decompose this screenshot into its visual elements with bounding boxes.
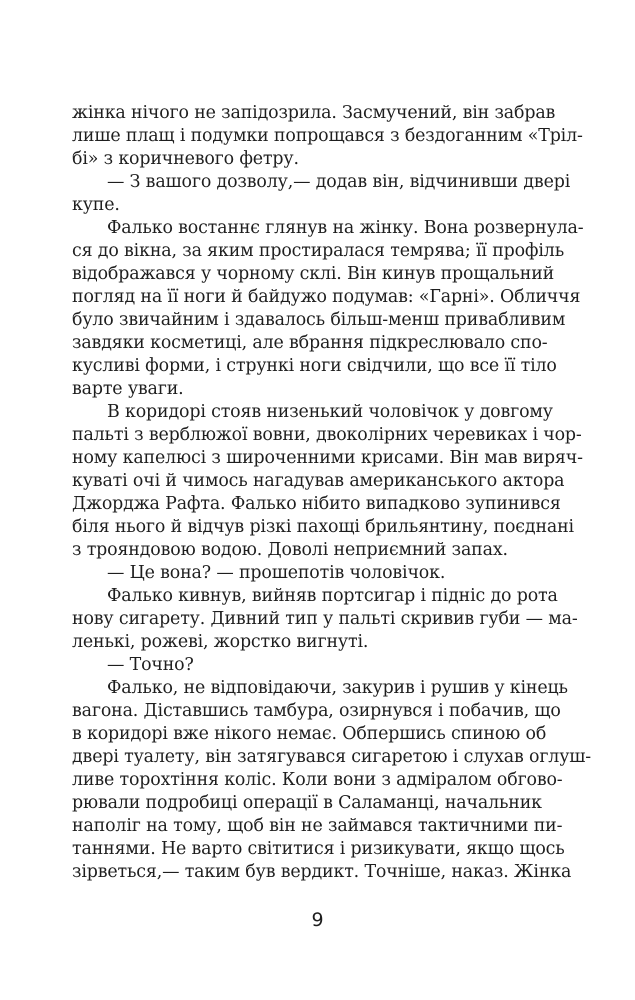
text-line: вагона. Діставшись тамбура, озирнувся і побачив, що xyxy=(72,701,561,721)
text-line: завдяки косметиці, але вбрання підкреслювало спо- xyxy=(72,333,548,353)
text-line: купе. xyxy=(72,195,120,215)
text-line: зірветься,— таким був вердикт. Точніше, наказ. Жінка xyxy=(72,862,572,882)
text-line: кусливі форми, і стрункі ноги свідчили, що все її тіло xyxy=(72,356,557,376)
text-line: куваті очі й чимось нагадував американського актора xyxy=(72,471,565,491)
text-line: Фалько востаннє глянув на жінку. Вона розвернула- xyxy=(107,218,584,238)
text-line: — З вашого дозволу,— додав він, відчинивши двері xyxy=(107,172,571,192)
text-line: пальті з верблюжої вовни, двоколірних черевиках і чор- xyxy=(72,425,582,445)
text-line: наполіг на тому, щоб він не займався тактичними пи- xyxy=(72,816,563,836)
text-line: варте уваги. xyxy=(72,379,184,399)
text-line: рювали подробиці операції в Саламанці, начальник xyxy=(72,793,542,813)
text-line: з трояндовою водою. Доволі неприємний запах. xyxy=(72,540,508,560)
text-line: двері туалету, він затягувався сигаретою і слухав оглуш- xyxy=(72,747,592,767)
text-line: В коридорі стояв низенький чоловічок у довгому xyxy=(107,402,553,422)
text-line: Фалько, не відповідаючи, закурив і рушив у кінець xyxy=(107,678,568,698)
text-line: ному капелюсі з широченними крисами. Він мав виряч- xyxy=(72,448,583,468)
text-line: — Це вона? — прошепотів чоловічок. xyxy=(107,563,446,583)
text-line: жінка нічого не запідозрила. Засмучений, він забрав xyxy=(72,103,556,123)
page-number: 9 xyxy=(311,909,324,931)
text-line: — Точно? xyxy=(107,655,194,675)
text-line: відображався у чорному склі. Він кинув прощальний xyxy=(72,264,555,284)
text-line: лише плащ і подумки попрощався з бездоганним «Тріл- xyxy=(72,126,583,146)
text-line: погляд на її ноги й байдужо подумав: «Гарні». Обличчя xyxy=(72,287,581,307)
text-line: в коридорі вже нікого немає. Обпершись спиною об xyxy=(72,724,547,744)
text-line: бі» з коричневого фетру. xyxy=(72,149,299,169)
text-line: ленькі, рожеві, жорстко вигнуті. xyxy=(72,632,369,652)
body-text xyxy=(72,102,592,884)
text-line: біля нього й відчув різкі пахощі брильянтину, поєднані xyxy=(72,517,574,537)
text-line: Фалько кивнув, вийняв портсигар і підніс до рота xyxy=(107,586,558,606)
text-line: таннями. Не варто світитися і ризикувати, якщо щось xyxy=(72,839,565,859)
text-line: нову сигарету. Дивний тип у пальті скривив губи — ма- xyxy=(72,609,578,629)
text-line: ливе торохтіння коліс. Коли вони з адміралом обгово- xyxy=(72,770,563,790)
text-line: ся до вікна, за яким простиралася темрява; її профіль xyxy=(72,241,565,261)
text-line: Джорджа Рафта. Фалько нібито випадково зупинився xyxy=(72,494,561,514)
text-line: було звичайним і здавалось більш-менш привабливим xyxy=(72,310,566,330)
